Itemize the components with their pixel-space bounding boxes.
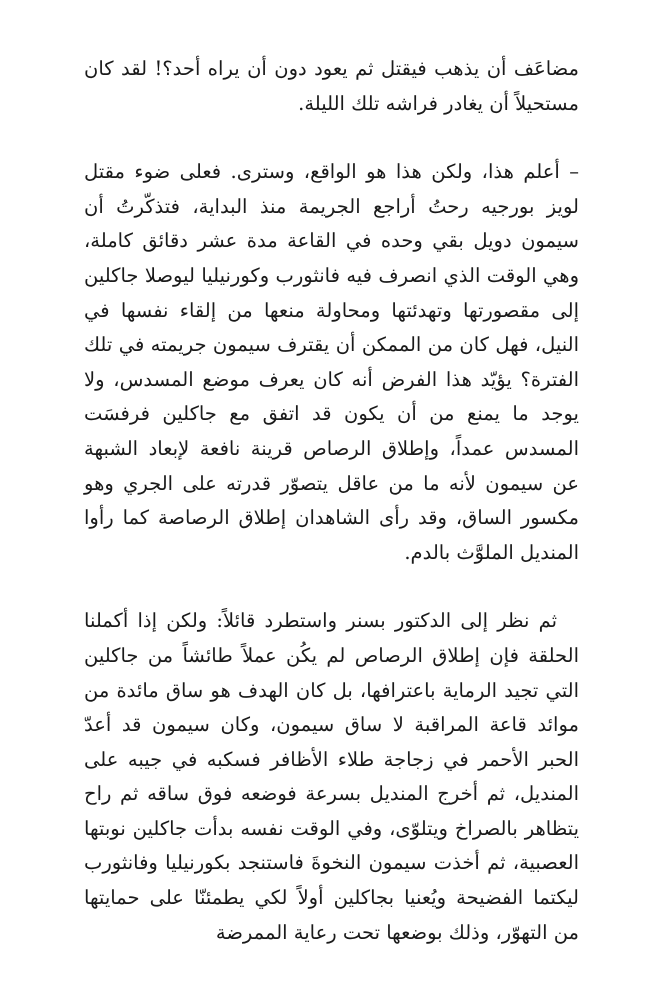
paragraph-dialogue: – أعلم هذا، ولكن هذا هو الواقع، وسترى. فعلى ضوء مقتل لويز بورجيه رحتُ أراجع الجريمة منذ البداية، فتذكّرتُ أن سيمون دويل بقي وحده في القاعة مدة عشر دقائق كاملة، وهي الوقت الذي انصرف فيه فانثورب وكورنيليا ليوصلا جاكلين إلى مقصورتها وتهدئتها ومحاولة منعها من إلقاء نفسها في النيل، فهل كان من الممكن أن يقترف سيمون جريمته في تلك الفترة؟ يؤيّد هذا الفرض أنه كان يعرف موضع المسدس، ولا يوجد ما يمنع من أن يكون قد اتفق مع جاكلين فرفسَت المسدس عمداً، وإطلاق الرصاص قرينة نافعة لإبعاد الشبهة عن سيمون لأنه ما من عاقل يتصوّر قدرته على الجري وهو مكسور الساق، وقد رأى الشاهدان إطلاق الرصاصة كما رأوا المنديل الملوَّث بالدم. [84,160,579,564]
paragraph-continuation: مضاعَف أن يذهب فيقتل ثم يعود دون أن يراه أحد؟! لقد كان مستحيلاً أن يغادر فراشه تلك الليلة. [84,57,579,115]
page-text [84,52,579,950]
paragraph-narration: ثم نظر إلى الدكتور بسنر واستطرد قائلاً: ولكن إذا أكملنا الحلقة فإن إطلاق الرصاص لم يكُن عملاً طائشاً من جاكلين التي تجيد الرماية باعترافها، بل كان الهدف هو ساق مائدة من موائد قاعة المراقبة لا ساق سيمون، وكان سيمون قد أعدّ الحبر الأحمر في زجاجة طلاء الأظافر فسكبه في جيبه على المنديل، ثم أخرج المنديل بسرعة فوضعه فوق ساقه ثم راح يتظاهر بالصراخ ويتلوّى، وفي الوقت نفسه بدأت جاكلين نوبتها العصبية، ثم أخذت سيمون النخوةَ فاستنجد بكورنيليا وفانثورب ليكتما الفضيحة ويُعنيا بجاكلين أولاً لكي يطمئنّا على حمايتها من التهوّر، وذلك بوضعها تحت رعاية الممرضة [84,609,579,944]
